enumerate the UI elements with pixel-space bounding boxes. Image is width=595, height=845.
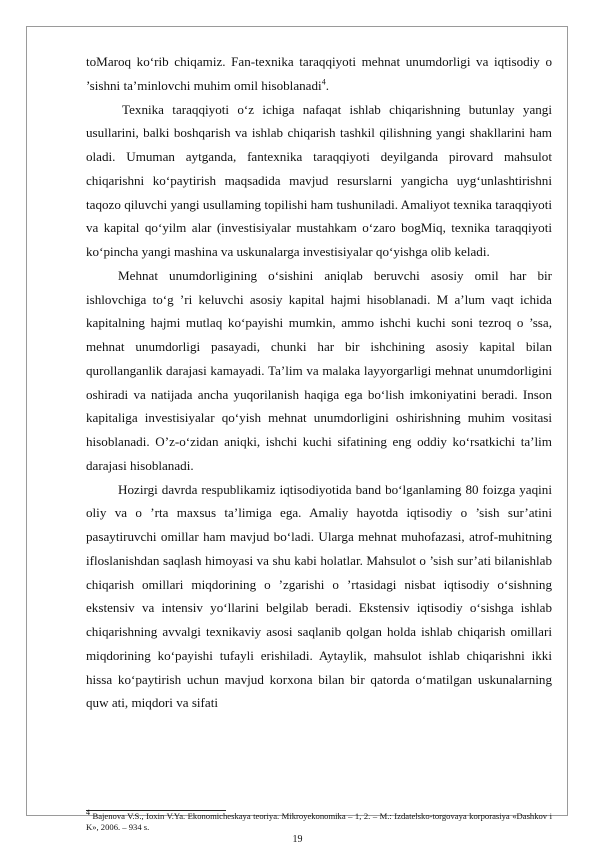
paragraph-4: Hozirgi davrda respublikamiz iqtisodiyotida band bo‘lganlaming 80 foizga yaqini oliy va o ’rta maxsus ta’limiga ega. Amaliy hayotda iqtisodiy o ’sish sur’atini pasaytiruvchi omillar ham mavjud bo‘ladi. Ularga mehnat muhofazasi, atrof-muhitning ifloslanishdan saqlash himoyasi va shu kabi holatlar. Mahsulot o ’sish sur’ati bilanishlab chiqarish omillari miqdorining o ’zgarishi o ’rtasidagi nisbat iqtisodiy o‘sishning ekstensiv va intensiv yo‘llarini belgilab beradi. Ekstensiv iqtisodiy o‘sishga ishlab chiqarishning avvalgi texnikaviy asosi saqlanib qolgan holda ishlab chiqarish omillari miqdorining ko‘payishi tufayli erishiladi. Aytaylik, mahsulot ishlab chiqarishni ikki hissa ko‘paytirish uchun mavjud korxona bilan bir qatorda o‘matilgan uskunalarning quw ati, miqdori va sifati (86, 481, 552, 711)
footnote (86, 808, 552, 833)
paragraph-1-tail: . (325, 77, 329, 93)
paragraph-1 (86, 50, 552, 98)
document-body (86, 50, 552, 715)
paragraph-1-text: toMaroq ko‘rib chiqamiz. Fan-texnika taraqqiyoti mehnat unumdorligi va iqtisodiy o ’sishni ta’minlovchi muhim omil hisoblanadi (86, 54, 552, 93)
footnote-text: Bajenova V.S., Ioxin V.Ya. Ekonomicheskaya teoriya. Mikroyekonomika – 1, 2. – M.: Izdatelsko-torgovaya korporasiya «Dashkov i K», 2006. – 934 s. (86, 811, 552, 832)
page-number: 19 (292, 834, 303, 845)
footnote-reference: 4 (321, 77, 326, 87)
paragraph-2: Texnika taraqqiyoti o‘z ichiga nafaqat ishlab chiqarishning butunlay yangi usullarini, balki boshqarish va ishlab chiqarish tashkil qilishning yangi shakllarini ham oladi. Umuman aytganda, fantexnika taraqqiyoti deyilganda pirovard mahsulot chiqarishni ko‘paytirish maqsadida mavjud resurslarni yangicha uyg‘unlashtirishni taqozo qiluvchi yangi usullaming topilishi ham tushuniladi. Amaliyot texnika taraqqiyoti va kapital qo‘yilm alar (investisiyalar mustahkam o‘zaro bogMiq, texnika taraqqiyoti ko‘pincha yangi mashina va uskunalarga investisiyalar qo‘yishga olib keladi. (86, 101, 552, 259)
footnote-marker: 4 (86, 808, 90, 818)
paragraph-3: Mehnat unumdorligining o‘sishini aniqlab beruvchi asosiy omil har bir ishlovchiga to‘g ’ri keluvchi asosiy kapital hajmi hisoblanadi. M a’lum vaqt ichida kapitalning hajmi mutlaq ko‘payishi mumkin, ammo ishchi kuchi soni tezroq o ’ssa, mehnat unumdorligi pasayadi, chunki har bir ishchining asosiy kapital bilan qurollanganlik darajasi kamayadi. Ta’lim va malaka layyorgarligi mehnat unumdorligini oshiradi va natijada ancha yuqorilanish haqiga ega bo‘lish imkoniyatini beradi. Inson kapitaliga investisiyalar qo‘yish mehnat unumdorligini oshirishning muhim vositasi hisoblanadi. O’z-o‘zidan aniqki, ishchi kuchi sifatining eng oddiy ko‘rsatkichi ta’lim darajasi hisoblanadi. (86, 267, 552, 473)
